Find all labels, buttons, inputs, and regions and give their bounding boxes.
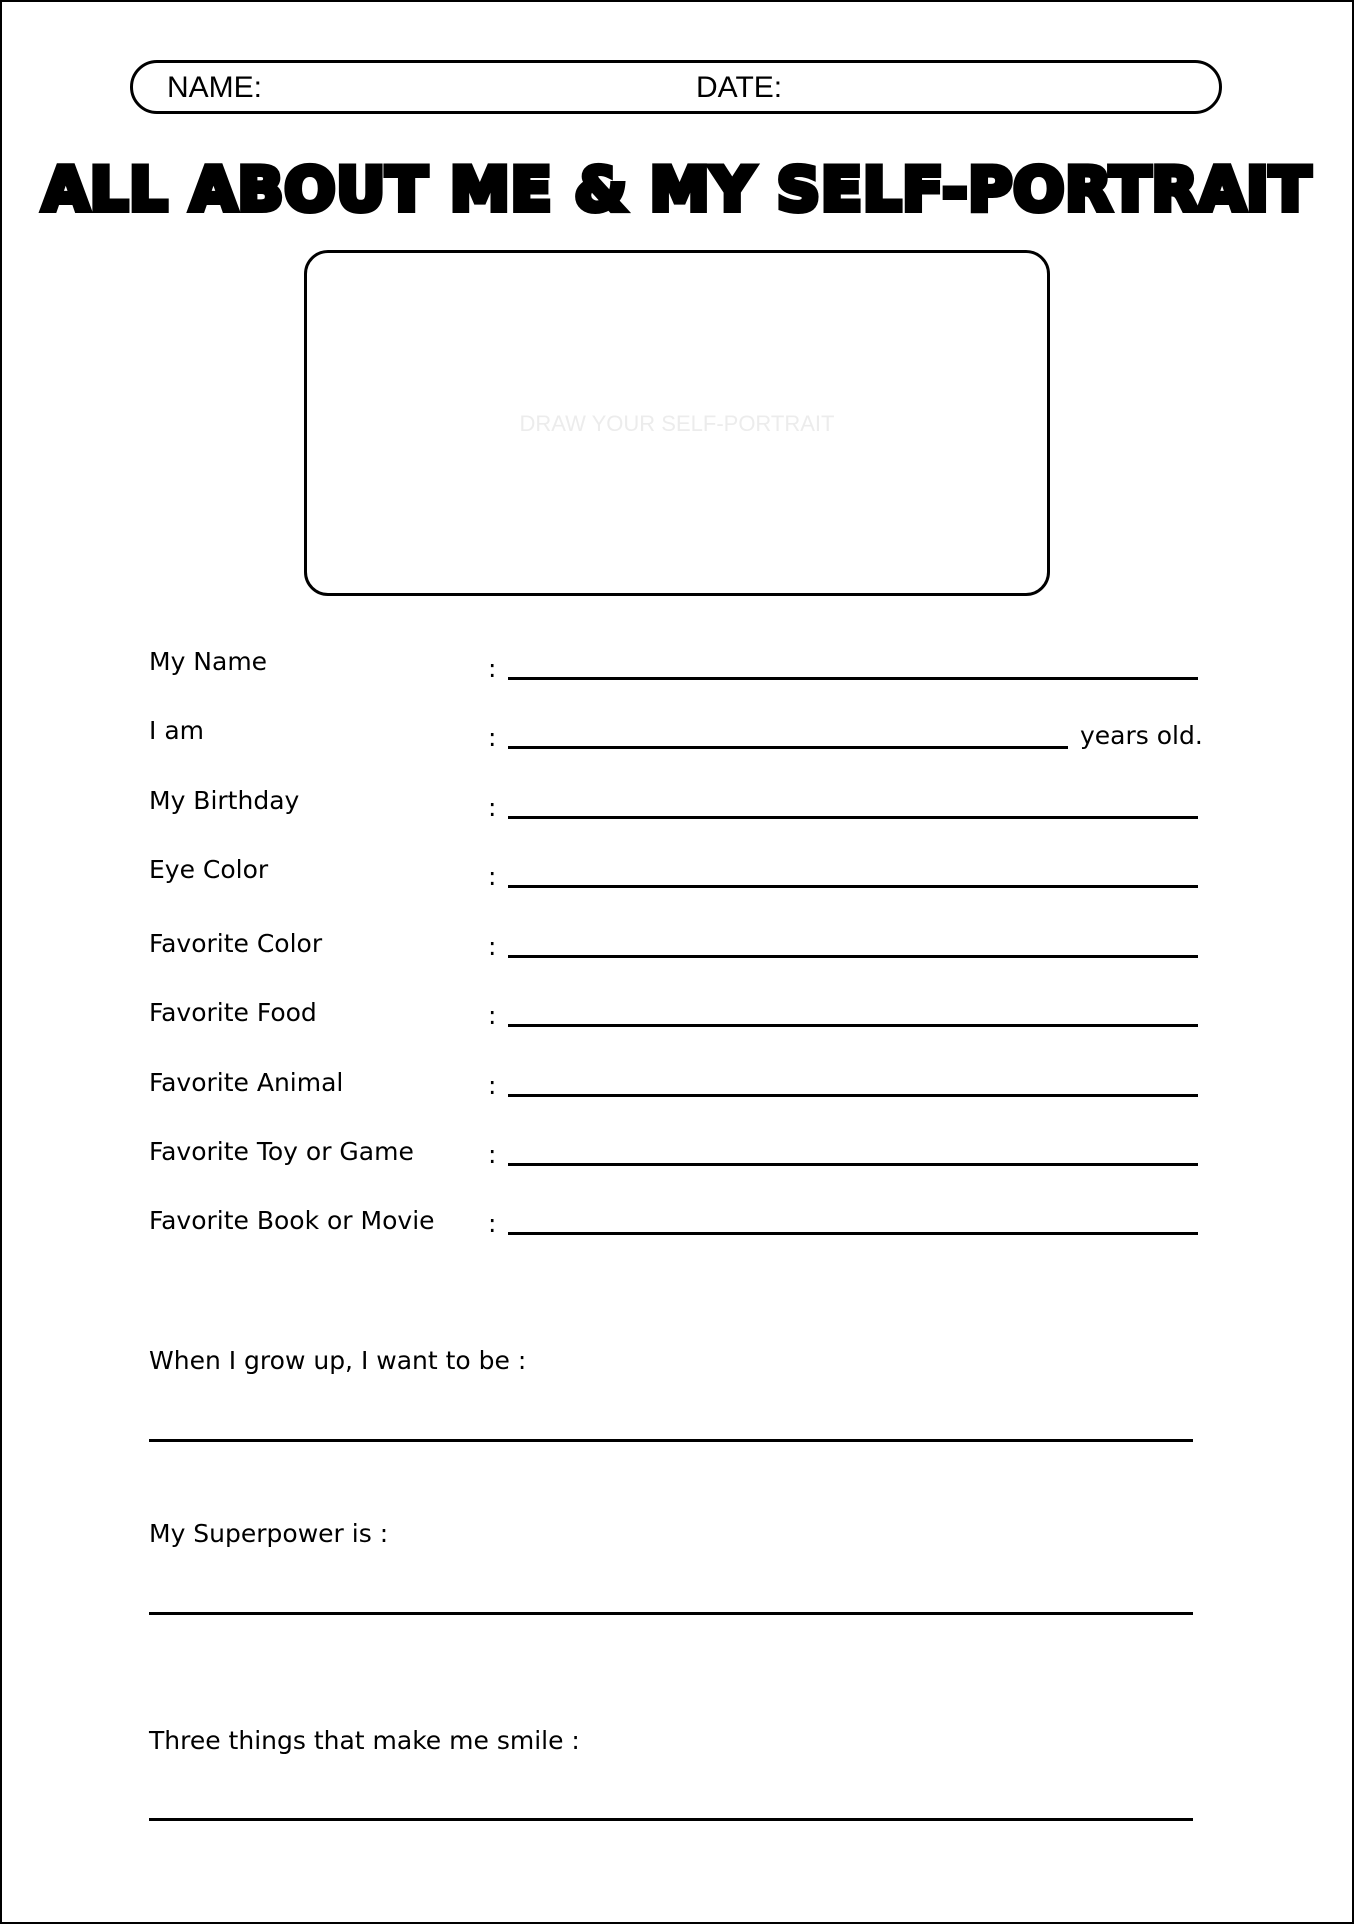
name-label: NAME:: [167, 71, 263, 104]
field-colon: :: [488, 932, 497, 961]
answer-line-smile[interactable]: [149, 1818, 1193, 1821]
field-label-favorite-toy: Favorite Toy or Game: [149, 1137, 414, 1166]
portrait-hint: DRAW YOUR SELF-PORTRAIT: [519, 411, 835, 436]
page-title: ALL ABOUT ME & MY SELF-PORTRAIT: [42, 155, 1312, 225]
field-colon: :: [488, 1209, 497, 1238]
answer-line-my-name[interactable]: [508, 677, 1198, 680]
answer-line-eye-color[interactable]: [508, 885, 1198, 888]
age-suffix: years old.: [1080, 721, 1203, 750]
prompt-smile: Three things that make me smile :: [149, 1726, 580, 1755]
field-colon: :: [488, 862, 497, 891]
answer-line-birthday[interactable]: [508, 816, 1198, 819]
name-date-bar: [130, 60, 1222, 114]
field-label-eye-color: Eye Color: [149, 855, 269, 884]
field-colon: :: [488, 1071, 497, 1100]
field-colon: :: [488, 654, 497, 683]
answer-line-favorite-food[interactable]: [508, 1024, 1198, 1027]
answer-line-age[interactable]: [508, 746, 1068, 749]
field-label-age: I am: [149, 716, 204, 745]
answer-line-favorite-toy[interactable]: [508, 1163, 1198, 1166]
field-label-favorite-animal: Favorite Animal: [149, 1068, 344, 1097]
answer-line-favorite-animal[interactable]: [508, 1094, 1198, 1097]
field-colon: :: [488, 1001, 497, 1030]
answer-line-superpower[interactable]: [149, 1612, 1193, 1615]
field-colon: :: [488, 1140, 497, 1169]
field-colon: :: [488, 793, 497, 822]
field-label-favorite-food: Favorite Food: [149, 998, 317, 1027]
date-label: DATE:: [696, 71, 783, 104]
field-colon: :: [488, 723, 497, 752]
answer-line-favorite-color[interactable]: [508, 955, 1198, 958]
field-label-favorite-book: Favorite Book or Movie: [149, 1206, 435, 1235]
prompt-superpower: My Superpower is :: [149, 1519, 389, 1548]
field-label-favorite-color: Favorite Color: [149, 929, 323, 958]
field-label-my-name: My Name: [149, 647, 268, 676]
prompt-grow-up: When I grow up, I want to be :: [149, 1346, 527, 1375]
answer-line-grow-up[interactable]: [149, 1439, 1193, 1442]
self-portrait-box[interactable]: [304, 250, 1050, 596]
answer-line-favorite-book[interactable]: [508, 1232, 1198, 1235]
field-label-birthday: My Birthday: [149, 786, 300, 815]
